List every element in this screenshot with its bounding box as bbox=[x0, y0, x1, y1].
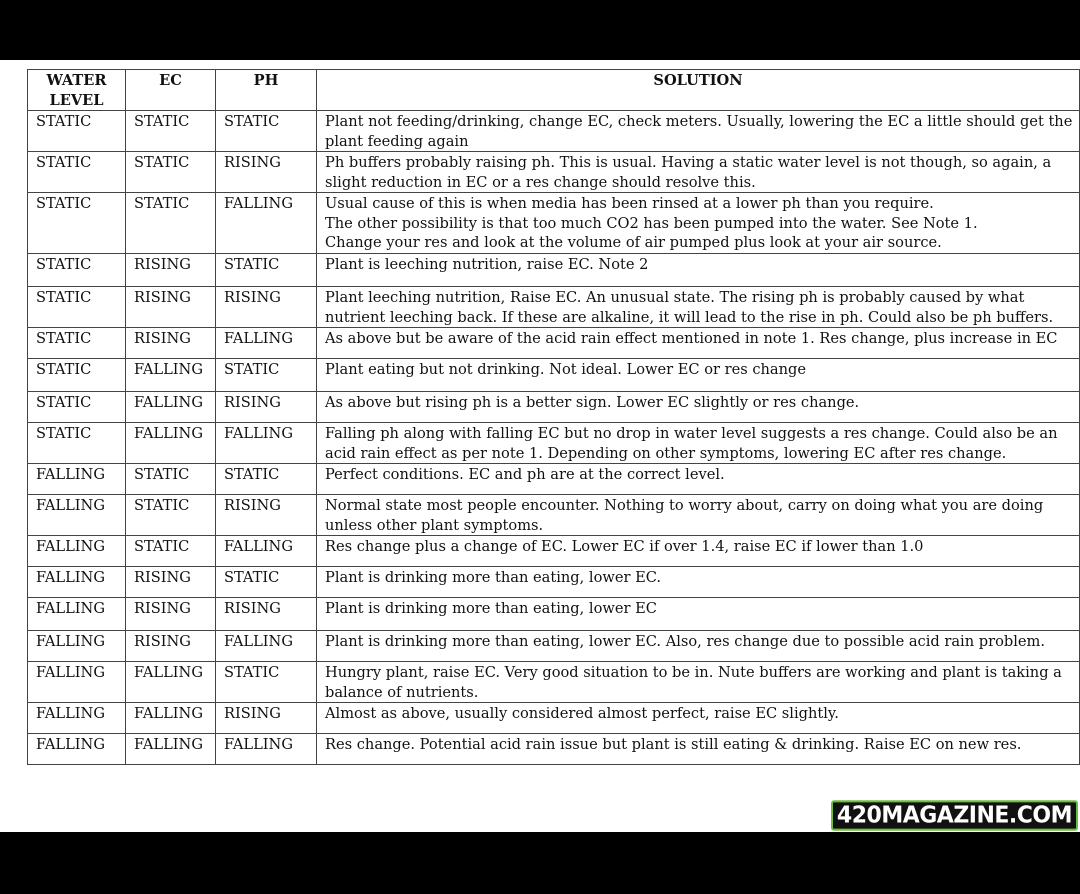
table-row bbox=[28, 536, 1080, 567]
cell-solution: Perfect conditions. EC and ph are at the correct level. bbox=[317, 464, 1080, 495]
cell-water-level: STATIC bbox=[28, 111, 126, 152]
cell-water-level: FALLING bbox=[28, 464, 126, 495]
cell-solution: Plant is drinking more than eating, lower EC bbox=[317, 598, 1080, 631]
document-sheet bbox=[0, 60, 1080, 832]
cell-ec: STATIC bbox=[126, 193, 216, 254]
cell-ec: RISING bbox=[126, 254, 216, 287]
cell-water-level: FALLING bbox=[28, 567, 126, 598]
cell-solution: Plant leeching nutrition, Raise EC. An unusual state. The rising ph is probably caused by what nutrient leeching back. If these are alkaline, it will lead to the rise in ph. Could also be ph buffers. bbox=[317, 287, 1080, 328]
cell-solution: Plant is drinking more than eating, lower EC. Also, res change due to possible acid rain problem. bbox=[317, 631, 1080, 662]
cell-ec: STATIC bbox=[126, 111, 216, 152]
table-row bbox=[28, 567, 1080, 598]
cell-water-level: FALLING bbox=[28, 734, 126, 765]
cell-ec: FALLING bbox=[126, 392, 216, 423]
cell-solution: Plant is leeching nutrition, raise EC. Note 2 bbox=[317, 254, 1080, 287]
cell-ec: RISING bbox=[126, 598, 216, 631]
cell-water-level: STATIC bbox=[28, 287, 126, 328]
cell-water-level: FALLING bbox=[28, 662, 126, 703]
cell-ph: STATIC bbox=[216, 567, 317, 598]
cell-ec: FALLING bbox=[126, 734, 216, 765]
cell-ec: STATIC bbox=[126, 152, 216, 193]
table-row bbox=[28, 328, 1080, 359]
cell-water-level: STATIC bbox=[28, 152, 126, 193]
cell-solution: Almost as above, usually considered almost perfect, raise EC slightly. bbox=[317, 703, 1080, 734]
cell-ph: FALLING bbox=[216, 193, 317, 254]
cell-solution: Res change plus a change of EC. Lower EC if over 1.4, raise EC if lower than 1.0 bbox=[317, 536, 1080, 567]
cell-water-level: STATIC bbox=[28, 359, 126, 392]
cell-water-level: FALLING bbox=[28, 536, 126, 567]
cell-ph: FALLING bbox=[216, 423, 317, 464]
cell-solution: Normal state most people encounter. Nothing to worry about, carry on doing what you are doing unless other plant symptoms. bbox=[317, 495, 1080, 536]
header-water-level: WATER LEVEL bbox=[28, 70, 126, 111]
cell-ph: RISING bbox=[216, 703, 317, 734]
cell-solution: Hungry plant, raise EC. Very good situation to be in. Nute buffers are working and plant is taking a balance of nutrients. bbox=[317, 662, 1080, 703]
cell-ec: FALLING bbox=[126, 423, 216, 464]
cell-solution: Usual cause of this is when media has been rinsed at a lower ph than you require. The other possibility is that too much CO2 has been pumped into the water. See Note 1. Change your res and look at the volume of air pumped plus look at your air source. bbox=[317, 193, 1080, 254]
cell-solution: Res change. Potential acid rain issue but plant is still eating & drinking. Raise EC on new res. bbox=[317, 734, 1080, 765]
table-row bbox=[28, 392, 1080, 423]
header-ec: EC bbox=[126, 70, 216, 111]
cell-water-level: STATIC bbox=[28, 254, 126, 287]
cell-ph: STATIC bbox=[216, 254, 317, 287]
cell-ph: FALLING bbox=[216, 536, 317, 567]
table-row bbox=[28, 254, 1080, 287]
cell-water-level: STATIC bbox=[28, 392, 126, 423]
cell-water-level: FALLING bbox=[28, 495, 126, 536]
cell-solution: As above but be aware of the acid rain effect mentioned in note 1. Res change, plus increase in EC bbox=[317, 328, 1080, 359]
cell-water-level: FALLING bbox=[28, 598, 126, 631]
cell-ph: STATIC bbox=[216, 464, 317, 495]
cell-ph: STATIC bbox=[216, 662, 317, 703]
table-row bbox=[28, 464, 1080, 495]
cell-water-level: STATIC bbox=[28, 193, 126, 254]
table-row bbox=[28, 598, 1080, 631]
nutrient-troubleshooting-table bbox=[27, 69, 1080, 765]
cell-ph: FALLING bbox=[216, 734, 317, 765]
table-header-row bbox=[28, 70, 1080, 111]
cell-ph: FALLING bbox=[216, 328, 317, 359]
table-row bbox=[28, 423, 1080, 464]
cell-ph: STATIC bbox=[216, 111, 317, 152]
table-row bbox=[28, 359, 1080, 392]
table-row bbox=[28, 631, 1080, 662]
cell-solution: As above but rising ph is a better sign. Lower EC slightly or res change. bbox=[317, 392, 1080, 423]
cell-solution: Plant not feeding/drinking, change EC, check meters. Usually, lowering the EC a little should get the plant feeding again bbox=[317, 111, 1080, 152]
header-solution: SOLUTION bbox=[317, 70, 1080, 111]
table-row bbox=[28, 703, 1080, 734]
cell-ph: RISING bbox=[216, 287, 317, 328]
table-row bbox=[28, 152, 1080, 193]
header-ph: PH bbox=[216, 70, 317, 111]
cell-ph: STATIC bbox=[216, 359, 317, 392]
cell-solution: Plant is drinking more than eating, lower EC. bbox=[317, 567, 1080, 598]
cell-water-level: STATIC bbox=[28, 328, 126, 359]
cell-ec: STATIC bbox=[126, 464, 216, 495]
cell-ec: RISING bbox=[126, 328, 216, 359]
cell-water-level: FALLING bbox=[28, 631, 126, 662]
cell-ph: RISING bbox=[216, 495, 317, 536]
cell-ec: RISING bbox=[126, 631, 216, 662]
cell-ph: RISING bbox=[216, 598, 317, 631]
cell-solution: Plant eating but not drinking. Not ideal. Lower EC or res change bbox=[317, 359, 1080, 392]
table-row bbox=[28, 734, 1080, 765]
cell-water-level: FALLING bbox=[28, 703, 126, 734]
table-row bbox=[28, 287, 1080, 328]
watermark-logo: 420MAGAZINE.COM bbox=[831, 800, 1078, 830]
cell-ec: FALLING bbox=[126, 359, 216, 392]
table-row bbox=[28, 662, 1080, 703]
cell-ph: RISING bbox=[216, 152, 317, 193]
cell-water-level: STATIC bbox=[28, 423, 126, 464]
cell-ph: FALLING bbox=[216, 631, 317, 662]
cell-ec: STATIC bbox=[126, 536, 216, 567]
table-row bbox=[28, 193, 1080, 254]
cell-ec: STATIC bbox=[126, 495, 216, 536]
table-row bbox=[28, 495, 1080, 536]
cell-ec: RISING bbox=[126, 287, 216, 328]
cell-ph: RISING bbox=[216, 392, 317, 423]
cell-solution: Ph buffers probably raising ph. This is usual. Having a static water level is not though, so again, a slight reduction in EC or a res change should resolve this. bbox=[317, 152, 1080, 193]
cell-ec: FALLING bbox=[126, 703, 216, 734]
cell-solution: Falling ph along with falling EC but no drop in water level suggests a res change. Could also be an acid rain effect as per note 1. Depending on other symptoms, lowering EC after res change. bbox=[317, 423, 1080, 464]
table-row bbox=[28, 111, 1080, 152]
cell-ec: FALLING bbox=[126, 662, 216, 703]
cell-ec: RISING bbox=[126, 567, 216, 598]
table-body bbox=[28, 111, 1080, 765]
